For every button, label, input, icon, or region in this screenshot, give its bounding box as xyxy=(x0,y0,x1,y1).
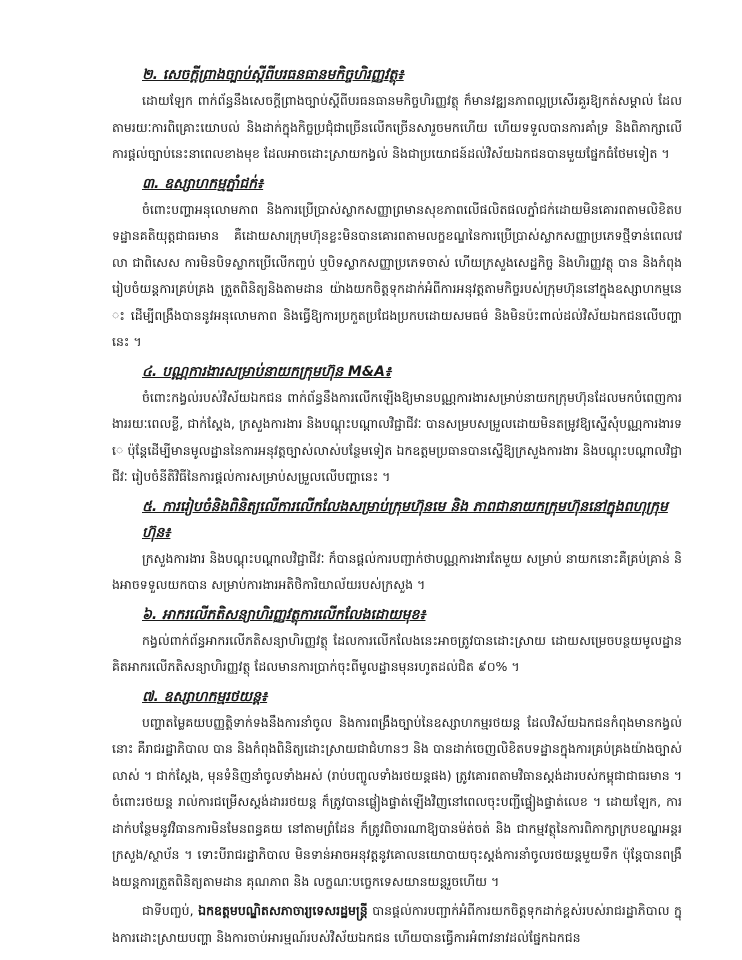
section-paragraph: ក្រសួងការងារ និងបណ្តុះបណ្តាលវិជ្ជាជីវៈ ក៏បានផ្តល់ការបញ្ជាក់ថាបណ្ណការងារតែមួយ សម្រាប់ នាយកនោះគឺគ្រប់គ្រាន់ និងអាចទទួលយកបាន សម្រាប់ការងារអតិថិការិយាល័យរបស់ក្រសួង ។ xyxy=(112,550,682,592)
closing-prefix: ជាទីបញ្ចប់, xyxy=(142,903,199,918)
closing-text: បានផ្តល់ការបញ្ជាក់អំពីការយកចិត្តទុកដាក់ខ្ពស់របស់រាជរដ្ឋាភិបាល ក្នុងការដោះស្រាយបញ្ហា និងការចាប់អារម្មណ៍របស់វិស័យឯកជន ហើយបានធ្វើការអំពាវនាវដល់ផ្នែកឯកជន xyxy=(112,903,682,945)
section-heading: ៦. អាករលើភតិសន្យាហិរញ្ញវត្ថុការលើកលែងដោយមុខ៖ xyxy=(142,606,426,623)
section-heading: ៣. ឧស្សាហកម្មភ្នាំជក់៖ xyxy=(142,175,264,192)
section-6 xyxy=(112,602,682,681)
section-heading: ២. សេចក្តីព្រាងច្បាប់ស្តីពីបរធនធានមកិច្ចហិរញ្ញវត្ថុ៖ xyxy=(142,67,404,83)
closing-paragraph xyxy=(112,898,682,951)
section-3 xyxy=(112,171,682,356)
section-paragraph: ចំពោះបញ្ហាអនុលោមភាព និងការប្រើប្រាស់ស្លាកសញ្ញាព្រមានសុខភាពលើផលិតផលភ្នាំជក់ដោយមិនគោរពតាមលិខិតបទដ្ឋានគតិយុត្តជាធរមាន គឺដោយសារក្រុមហ៊ុនខ្លះមិនបានគោរពតាមលក្ខខណ្ឌនៃការប្រើប្រាស់ស្លាកសញ្ញាប្រភេទថ្មីទាន់ពេលវេលា ជាពិសេស ការមិនបិទស្លាកប្រើលើកញ្ចប់ ឬបិទស្លាកសញ្ញាប្រភេទចាស់ ហើយក្រសួងសេដ្ឋកិច្ច និងហិរញ្ញវត្ថុ បាន និងកំពុងរៀបចំយន្តការគ្រប់គ្រង ត្រួតពិនិត្យនិងតាមដាន យ៉ាងយកចិត្តទុកដាក់អំពីការអនុវត្តតាមកិច្ចរបស់ក្រុមហ៊ុននៅក្នុងឧស្សាហកម្មនេះ ដើម្បីពង្រឹងបាននូវអនុលោមភាព និងធ្វើឱ្យការប្រកួតប្រជែងប្រកបដោយសមធម៌ និងមិនប៉ះពាល់ដល់វិស័យឯកជនលើបញ្ហានេះ ។ xyxy=(112,201,682,349)
section-2 xyxy=(112,62,682,168)
minister-title: ឯកឧត្តមបណ្ឌិតសភាចារ្យទេសរដ្ឋមន្ត្រី xyxy=(198,903,368,918)
section-heading: ៤. បណ្ណការងារសម្រាប់នាយកក្រុមហ៊ុន M&A៖ xyxy=(142,363,392,380)
section-4 xyxy=(112,359,682,491)
section-heading: ៧. ឧស្សាហកម្មរថយន្ត៖ xyxy=(142,688,268,705)
section-paragraph: ចំពោះកង្វល់របស់វិស័យឯកជន ពាក់ព័ន្ធនឹងការលើកឡើងឱ្យមានបណ្ណការងារសម្រាប់នាយកក្រុមហ៊ុនដែលមកបំពេញការងាររយៈពេលខ្លី, ជាក់ស្តែង, ក្រសួងការងារ និងបណ្តុះបណ្តាលវិជ្ជាជីវៈ បានសម្របសម្រួលដោយមិនតម្រូវឱ្យស្នើសុំបណ្ណការងារទេ ប៉ុន្តែដើម្បីមានមូលដ្ឋាននៃការអនុវត្តច្បាស់លាស់បន្ថែមទៀត ឯកឧត្តមប្រធានបានស្នើឱ្យក្រសួងការងារ និងបណ្តុះបណ្តាលវិជ្ជាជីវៈ រៀបចំនីតិវិធីនៃការផ្តល់ការសម្រាប់សម្រួលលើបញ្ហានេះ ។ xyxy=(112,389,682,484)
section-paragraph: បញ្ហាតម្លៃគយបញ្ញត្តិទាក់ទងនឹងការនាំចូល និងការពង្រឹងច្បាប់នៃឧស្សាហកម្មរថយន្ត ដែលវិស័យឯកជនកំពុងមានកង្វល់នោះ គឺរាជរដ្ឋាភិបាល បាន និងកំពុងពិនិត្យដោះស្រាយជាជំហានៗ និង បានដាក់ចេញលិខិតបទដ្ឋានក្នុងការគ្រប់គ្រងយ៉ាងច្បាស់លាស់ ។ ជាក់ស្តែង, មុនទំនិញនាំចូលទាំងអស់ (រាប់បញ្ចូលទាំងរថយន្តផង) ត្រូវគោរពតាមវិធានស្តង់ដារបស់កម្ពុជាជាធរមាន ។ ចំពោះរថយន្ត រាល់ការជម្រើសស្តង់ដាររថយន្ត ក៏ត្រូវបានផ្លៀងផ្ទាត់ឡើងវិញនៅពេលចុះបញ្ជីផ្ទៀងផ្ទាត់លេខ ។ ដោយឡែក, ការដាក់បន្ថែមនូវវិធានការមិនមែនពន្ធគយ នៅតាមព្រំដែន ក៏ត្រូវពិចារណាឱ្យបានម៉ត់ចត់ និង ជាកម្មវត្ថុនៃការពិភាក្សាក្របខណ្ឌអន្តរក្រសួង/ស្ថាប័ន ។ ទោះបីរាជរដ្ឋាភិបាល មិនទាន់អាចអនុវត្តនូវគោលនយោបាយចុះស្តង់ការនាំចូលរថយន្តមួយទឹក ប៉ុន្តែបានពង្រឹងយន្តការត្រួតពិនិត្យតាមដាន គុណភាព និង លក្ខណៈបច្ចេកទេសយានយន្តរួចហើយ ។ xyxy=(112,714,682,889)
section-7 xyxy=(112,684,682,896)
closing-section xyxy=(112,898,682,951)
section-paragraph: ដោយឡែក ពាក់ព័ន្ធនឹងសេចក្តីព្រាងច្បាប់ស្តីពីបរធនធានមកិច្ចហិរញ្ញវត្ថុ ក៏មានវឌ្ឍនភាពល្អប្រសើរគួរឱ្យកត់សម្គាល់ ដែលតាមរយៈការពិគ្រោះយោបល់ និងដាក់ក្នុងកិច្ចប្រជុំជាច្រើនលើកច្រើនសារួចមកហើយ ហើយទទួលបានការគាំទ្រ និងពិភាក្សាលើការផ្តល់ច្បាប់នេះនាពេលខាងមុខ ដែលអាចដោះស្រាយកង្វល់ និងជាប្រយោជន៍ដល់វិស័យឯកជនបានមួយផ្នែកធំថែមទៀត ។ xyxy=(112,93,682,161)
section-heading: ៥. ការរៀបចំនិងពិនិត្យលើការលើកលែងសម្រាប់ក្រុមហ៊ុនមេ និង ភាពជានាយកក្រុមហ៊ុននៅក្នុងពហុក្រុមហ៊ុន៖ xyxy=(142,498,668,541)
section-5 xyxy=(112,494,682,599)
section-paragraph: កង្វល់ពាក់ព័ន្ធអាករលើភតិសន្យាហិរញ្ញវត្ថុ ដែលការលើកលែងនេះអាចត្រូវបានដោះស្រាយ ដោយសម្រេចបន្ថយមូលដ្ឋានគិតអាករលើភតិសន្យាហិរញ្ញវត្ថុ ដែលមានការប្រាក់ចុះពីមូលដ្ឋានមុនរហូតដល់ជិត ៩០% ។ xyxy=(112,632,682,674)
